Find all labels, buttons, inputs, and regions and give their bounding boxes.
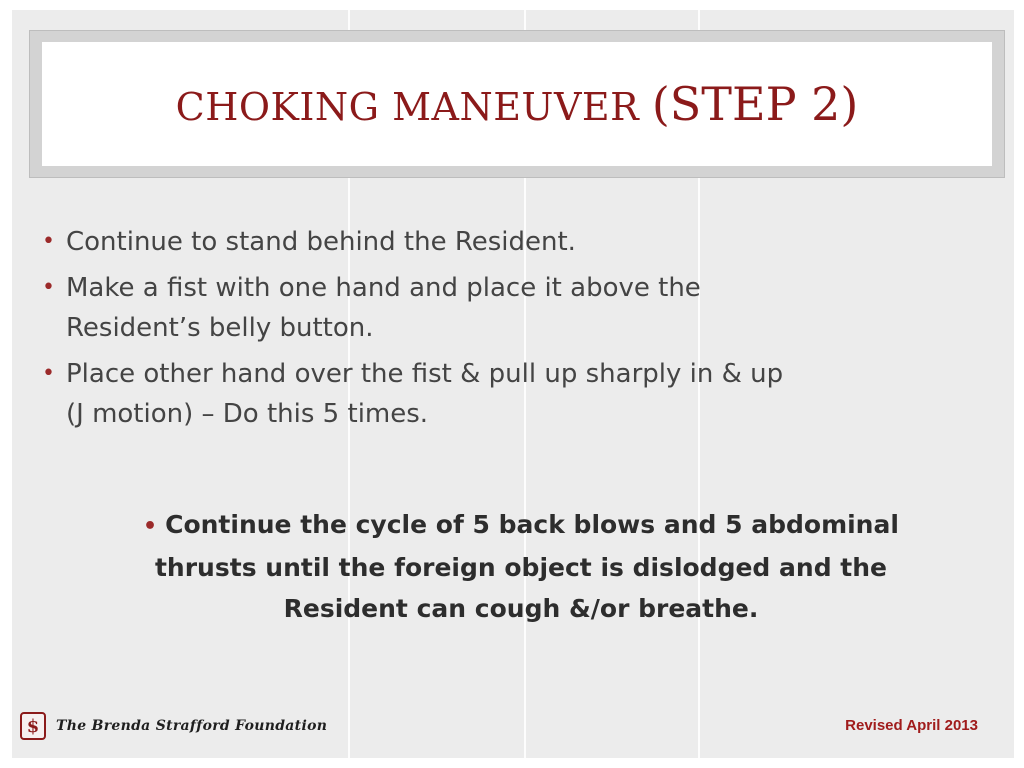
bullet-dot-icon: • bbox=[42, 275, 55, 300]
emphasis-note bbox=[56, 504, 986, 629]
bullet-text: Place other hand over the fist & pull up sharply in & up bbox=[66, 359, 784, 389]
emphasis-line: Continue the cycle of 5 back blows and 5 abdominal bbox=[165, 510, 899, 539]
bullet-text: Continue to stand behind the Resident. bbox=[66, 227, 576, 257]
slide-title-main: CHOKING MANEUVER bbox=[175, 85, 652, 129]
bullet-text: (J motion) – Do this 5 times. bbox=[66, 399, 429, 429]
title-box bbox=[42, 42, 992, 166]
slide-title-step: (STEP 2) bbox=[651, 77, 859, 131]
bullet-item bbox=[42, 222, 972, 262]
slide bbox=[12, 10, 1014, 758]
revised-date: Revised April 2013 bbox=[845, 717, 978, 734]
slide-title bbox=[176, 77, 859, 131]
emphasis-line: Resident can cough &/or breathe. bbox=[283, 594, 759, 623]
bullet-list bbox=[42, 222, 972, 440]
foundation-s-logo-icon: $ bbox=[20, 712, 46, 740]
emphasis-line: thrusts until the foreign object is dislodged and the bbox=[154, 553, 888, 582]
bullet-text: Resident’s belly button. bbox=[66, 313, 374, 343]
bullet-dot-icon: • bbox=[143, 514, 158, 539]
bullet-item bbox=[42, 354, 972, 434]
bullet-dot-icon: • bbox=[42, 361, 55, 386]
bullet-item bbox=[42, 268, 972, 348]
foundation-logo bbox=[20, 712, 327, 740]
title-frame bbox=[29, 30, 1005, 178]
bullet-text: Make a fist with one hand and place it above the bbox=[66, 273, 701, 303]
foundation-name: The Brenda Strafford Foundation bbox=[56, 718, 328, 734]
bullet-dot-icon: • bbox=[42, 229, 55, 254]
